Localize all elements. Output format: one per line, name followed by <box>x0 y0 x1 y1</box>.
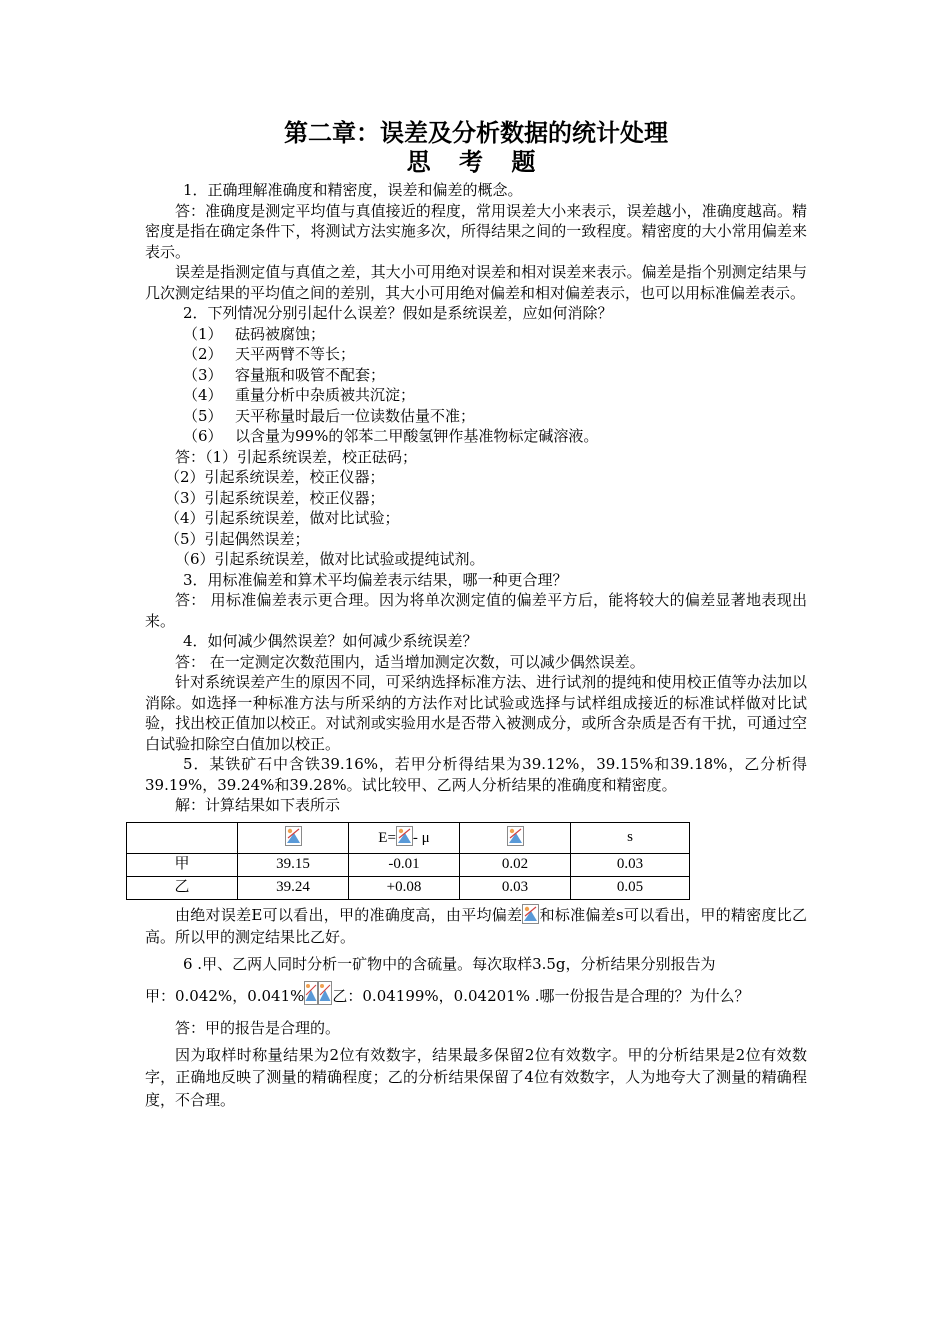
list-item: （5） 天平称量时最后一位读数估量不准； <box>183 406 476 425</box>
answer-4-paragraph-1: 答： 在一定测定次数范围内，适当增加测定次数，可以减少偶然误差。 <box>175 652 645 671</box>
question-5: 5．某铁矿石中含铁39.16%，若甲分析得结果为39.12%，39.15%和39.18%，乙分析得39.19%，39.24%和39.28%。试比较甲、乙两人分析结果的准确度和精密度。 <box>145 755 807 794</box>
header-avg-deviation <box>460 822 571 853</box>
question-1: 1．正确理解准确度和精密度，误差和偏差的概念。 <box>183 181 523 199</box>
broken-image-icon <box>522 904 539 924</box>
row-mean: 39.24 <box>238 876 349 899</box>
header-empty <box>127 822 238 853</box>
row-mean: 39.15 <box>238 853 349 876</box>
section-subtitle: 思 考 题 <box>406 147 546 176</box>
chapter-title: 第二章：误差及分析数据的统计处理 <box>284 118 668 147</box>
broken-image-icon <box>285 826 302 846</box>
results-table <box>126 822 690 900</box>
answer-2-line-5: （5）引起偶然误差； <box>165 529 310 548</box>
list-item: （4） 重量分析中杂质被共沉淀； <box>183 386 416 404</box>
list-item: （2） 天平两臂不等长； <box>183 345 356 363</box>
row-error: +0.08 <box>349 876 460 899</box>
row-name: 乙 <box>127 876 238 899</box>
row-avg-deviation: 0.03 <box>460 876 571 899</box>
header-error: E= - μ <box>349 822 460 853</box>
list-item: （3） 容量瓶和吸管不配套； <box>183 365 386 384</box>
header-mean <box>238 822 349 853</box>
answer-2-line-2: （2）引起系统误差，校正仪器； <box>165 468 385 486</box>
answer-1-paragraph-1: 答：准确度是测定平均值与真值接近的程度，常用误差大小来表示，误差越小，准确度越高。精密度是指在确定条件下，将测试方法实施多次，所得结果之间的一致程度。精密度的大小常用偏差来表示。 <box>145 201 807 261</box>
answer-1-paragraph-2: 误差是指测定值与真值之差，其大小可用绝对误差和相对误差来表示。偏差是指个别测定结果与几次测定结果的平均值之间的差别，其大小可用绝对偏差和相对偏差表示，也可以用标准偏差表示。 <box>145 263 807 302</box>
table-header-row <box>127 822 690 853</box>
answer-2-line-3: （3）引起系统误差，校正仪器； <box>165 488 385 507</box>
list-item: （1） 砝码被腐蚀； <box>183 324 326 343</box>
answer-6-line-1: 答：甲的报告是合理的。 <box>175 1018 341 1037</box>
answer-2-line-6: （6）引起系统误差，做对比试验或提纯试剂。 <box>175 550 485 568</box>
answer-4-paragraph-2: 针对系统误差产生的原因不同，可采纳选择标准方法、进行试剂的提纯和使用校正值等办法加以消除。如选择一种标准方法与所采纳的方法作对比试验或选择与试样组成接近的标准试样做对比试验，找出校正值加以校正。对试剂或实验用水是否带入被测成分，或所含杂质是否有干扰，可通过空白试验扣除空白值加以校正。 <box>145 673 807 753</box>
table-row <box>127 876 690 899</box>
row-std-deviation: 0.05 <box>571 876 690 899</box>
answer-2-line-4: （4）引起系统误差，做对比试验； <box>165 509 400 527</box>
row-std-deviation: 0.03 <box>571 853 690 876</box>
row-avg-deviation: 0.02 <box>460 853 571 876</box>
row-name: 甲 <box>127 853 238 876</box>
question-3: 3．用标准偏差和算术平均偏差表示结果，哪一种更合理？ <box>183 570 568 589</box>
solution-5-intro: 解：计算结果如下表所示 <box>175 796 341 814</box>
list-item: （6） 以含量为99%的邻苯二甲酸氢钾作基准物标定碱溶液。 <box>183 427 599 445</box>
question-2-items <box>145 324 807 447</box>
broken-image-icon <box>507 826 524 846</box>
question-6: 6 .甲、乙两人同时分析一矿物中的含硫量。每次取样3.5g，分析结果分别报告为 <box>183 954 716 973</box>
table-row <box>127 853 690 876</box>
row-error: -0.01 <box>349 853 460 876</box>
answer-2-line-1: 答：（1）引起系统误差，校正砝码； <box>175 447 418 466</box>
question-6-line-2: 甲：0.042%，0.041% 乙：0.04199%，0.04201% .哪一份报告是合理的？为什么？ <box>145 980 807 1012</box>
document-page <box>145 118 807 1111</box>
broken-image-icon <box>396 826 413 846</box>
header-std-deviation: s <box>571 822 690 853</box>
answer-6-paragraph: 因为取样时称量结果为2位有效数字，结果最多保留2位有效数字。甲的分析结果是2位有效数字，正确地反映了测量的精确程度；乙的分析结果保留了4位有效数字，人为地夸大了测量的精确程度，不合理。 <box>145 1045 807 1109</box>
broken-image-icon <box>304 981 332 1005</box>
question-4: 4．如何减少偶然误差？如何减少系统误差？ <box>183 632 478 650</box>
conclusion-5: 由绝对误差E可以看出，甲的准确度高，由平均偏差 和标准偏差s可以看出，甲的精密度比乙高。所以甲的测定结果比乙好。 <box>145 905 808 946</box>
answer-3: 答： 用标准偏差表示更合理。因为将单次测定值的偏差平方后，能将较大的偏差显著地表现出来。 <box>145 591 807 630</box>
question-2: 2．下列情况分别引起什么误差？假如是系统误差，应如何消除？ <box>183 304 613 322</box>
